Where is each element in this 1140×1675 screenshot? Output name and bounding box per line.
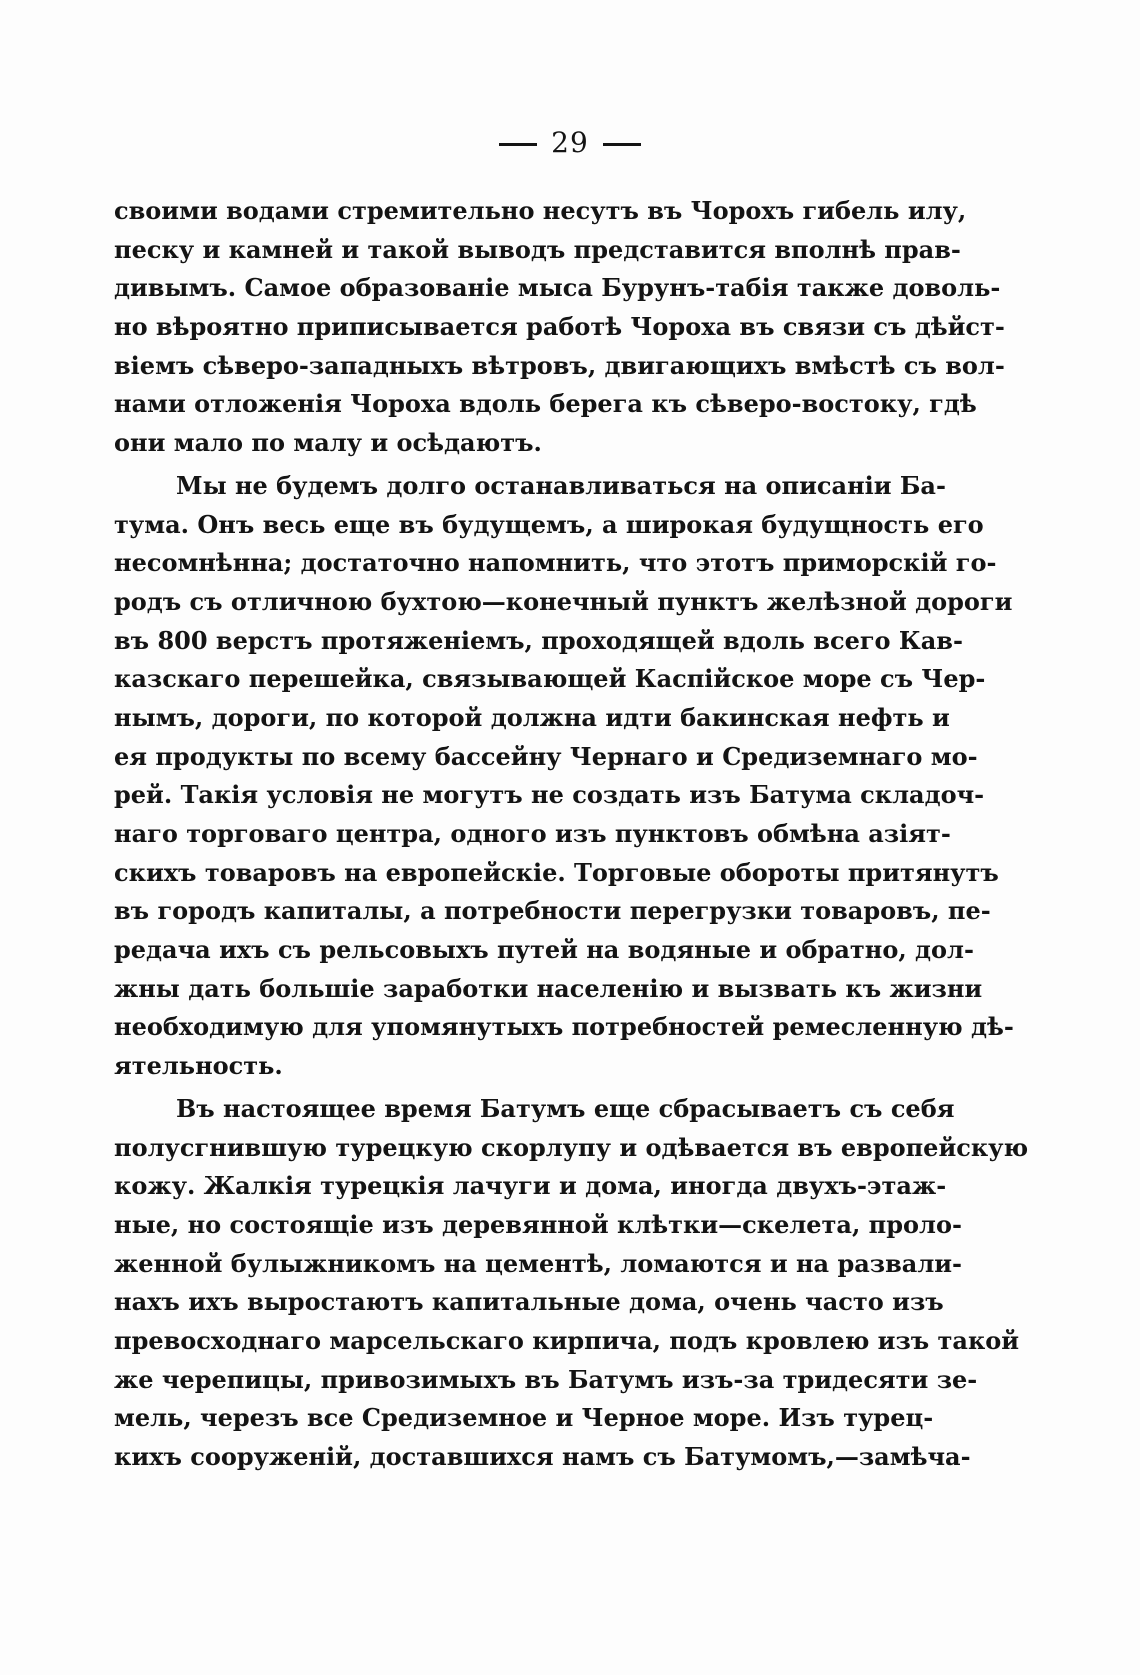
paragraph xyxy=(114,1090,1029,1477)
text-line: нымъ, дороги, по которой должна идти бакинская нефть и xyxy=(114,702,950,732)
text-line: песку и камней и такой выводъ представится вполнѣ прав- xyxy=(114,234,961,264)
text-line: кожу. Жалкія турецкія лачуги и дома, иногда двухъ-этаж- xyxy=(114,1171,947,1201)
page-number: 29 xyxy=(551,126,589,159)
text-line: въ городъ капиталы, а потребности перегрузки товаровъ, пе- xyxy=(114,896,991,926)
text-line: віемъ сѣверо-западныхъ вѣтровъ, двигающихъ вмѣстѣ съ вол- xyxy=(114,350,1005,380)
text-line: ятельность. xyxy=(114,1051,283,1081)
text-line: но вѣроятно приписывается работѣ Чороха въ связи съ дѣйст- xyxy=(114,312,1005,342)
text-line: рей. Такія условія не могутъ не создать изъ Батума складоч- xyxy=(114,780,985,810)
text-line: нами отложенія Чороха вдоль берега къ сѣверо-востоку, гдѣ xyxy=(114,389,977,419)
paragraph xyxy=(114,467,1014,1086)
text-line: редача ихъ съ рельсовыхъ путей на водяные и обратно, дол- xyxy=(114,935,974,965)
text-line: родъ съ отличною бухтою—конечный пунктъ желѣзной дороги xyxy=(114,586,1013,616)
page-number-header xyxy=(0,126,1140,159)
text-line: казскаго перешейка, связывающей Каспійское море съ Чер- xyxy=(114,664,986,694)
text-line: нахъ ихъ выростаютъ капитальные дома, очень часто изъ xyxy=(114,1287,944,1317)
left-dash xyxy=(499,143,537,146)
text-line: женной булыжникомъ на цементѣ, ломаются и на развали- xyxy=(114,1248,963,1278)
text-line: жны дать большіе заработки населенію и вызвать къ жизни xyxy=(114,973,983,1003)
text-line: наго торговаго центра, одного изъ пунктовъ обмѣна азіят- xyxy=(114,819,951,848)
text-line: ные, но состоящіе изъ деревянной клѣтки—скелета, проло- xyxy=(114,1209,962,1239)
text-line: превосходнаго марсельскаго кирпича, подъ кровлею изъ такой xyxy=(114,1325,1020,1355)
text-line: дивымъ. Самое образованіе мыса Бурунъ-табія также доволь- xyxy=(114,273,1001,303)
text-line: же черепицы, привозимыхъ въ Батумъ изъ-за тридесяти зе- xyxy=(114,1364,978,1394)
text-line: въ 800 верстъ протяженіемъ, проходящей вдоль всего Кав- xyxy=(114,625,963,655)
text-line: кихъ сооруженій, доставшихся намъ съ Батумомъ,—замѣча- xyxy=(114,1442,971,1471)
text-line: скихъ товаровъ на европейскіе. Торговые обороты притянутъ xyxy=(114,857,999,887)
text-line: тума. Онъ весь еще въ будущемъ, а широкая будущность его xyxy=(114,509,984,539)
text-line: Въ настоящее время Батумъ еще сбрасываетъ съ себя xyxy=(176,1093,955,1123)
text-line: необходимую для упомянутыхъ потребностей ремесленную дѣ- xyxy=(114,1012,1014,1042)
paragraph xyxy=(114,192,1005,463)
text-line: полусгнившую турецкую скорлупу и одѣвается въ европейскую xyxy=(114,1132,1029,1162)
body-text xyxy=(114,192,1029,1477)
text-line: своими водами стремительно несутъ въ Чорохъ гибель илу, xyxy=(114,196,967,225)
text-line: ея продукты по всему бассейну Чернаго и Средиземнаго мо- xyxy=(114,741,978,771)
text-line: мель, черезъ все Средиземное и Черное море. Изъ турец- xyxy=(114,1403,934,1433)
text-line: Мы не будемъ долго останавливаться на описаніи Ба- xyxy=(176,470,946,500)
text-line: несомнѣнна; достаточно напомнить, что этотъ приморскій го- xyxy=(114,548,997,578)
right-dash xyxy=(603,143,641,146)
text-line: они мало по малу и осѣдаютъ. xyxy=(114,428,542,458)
